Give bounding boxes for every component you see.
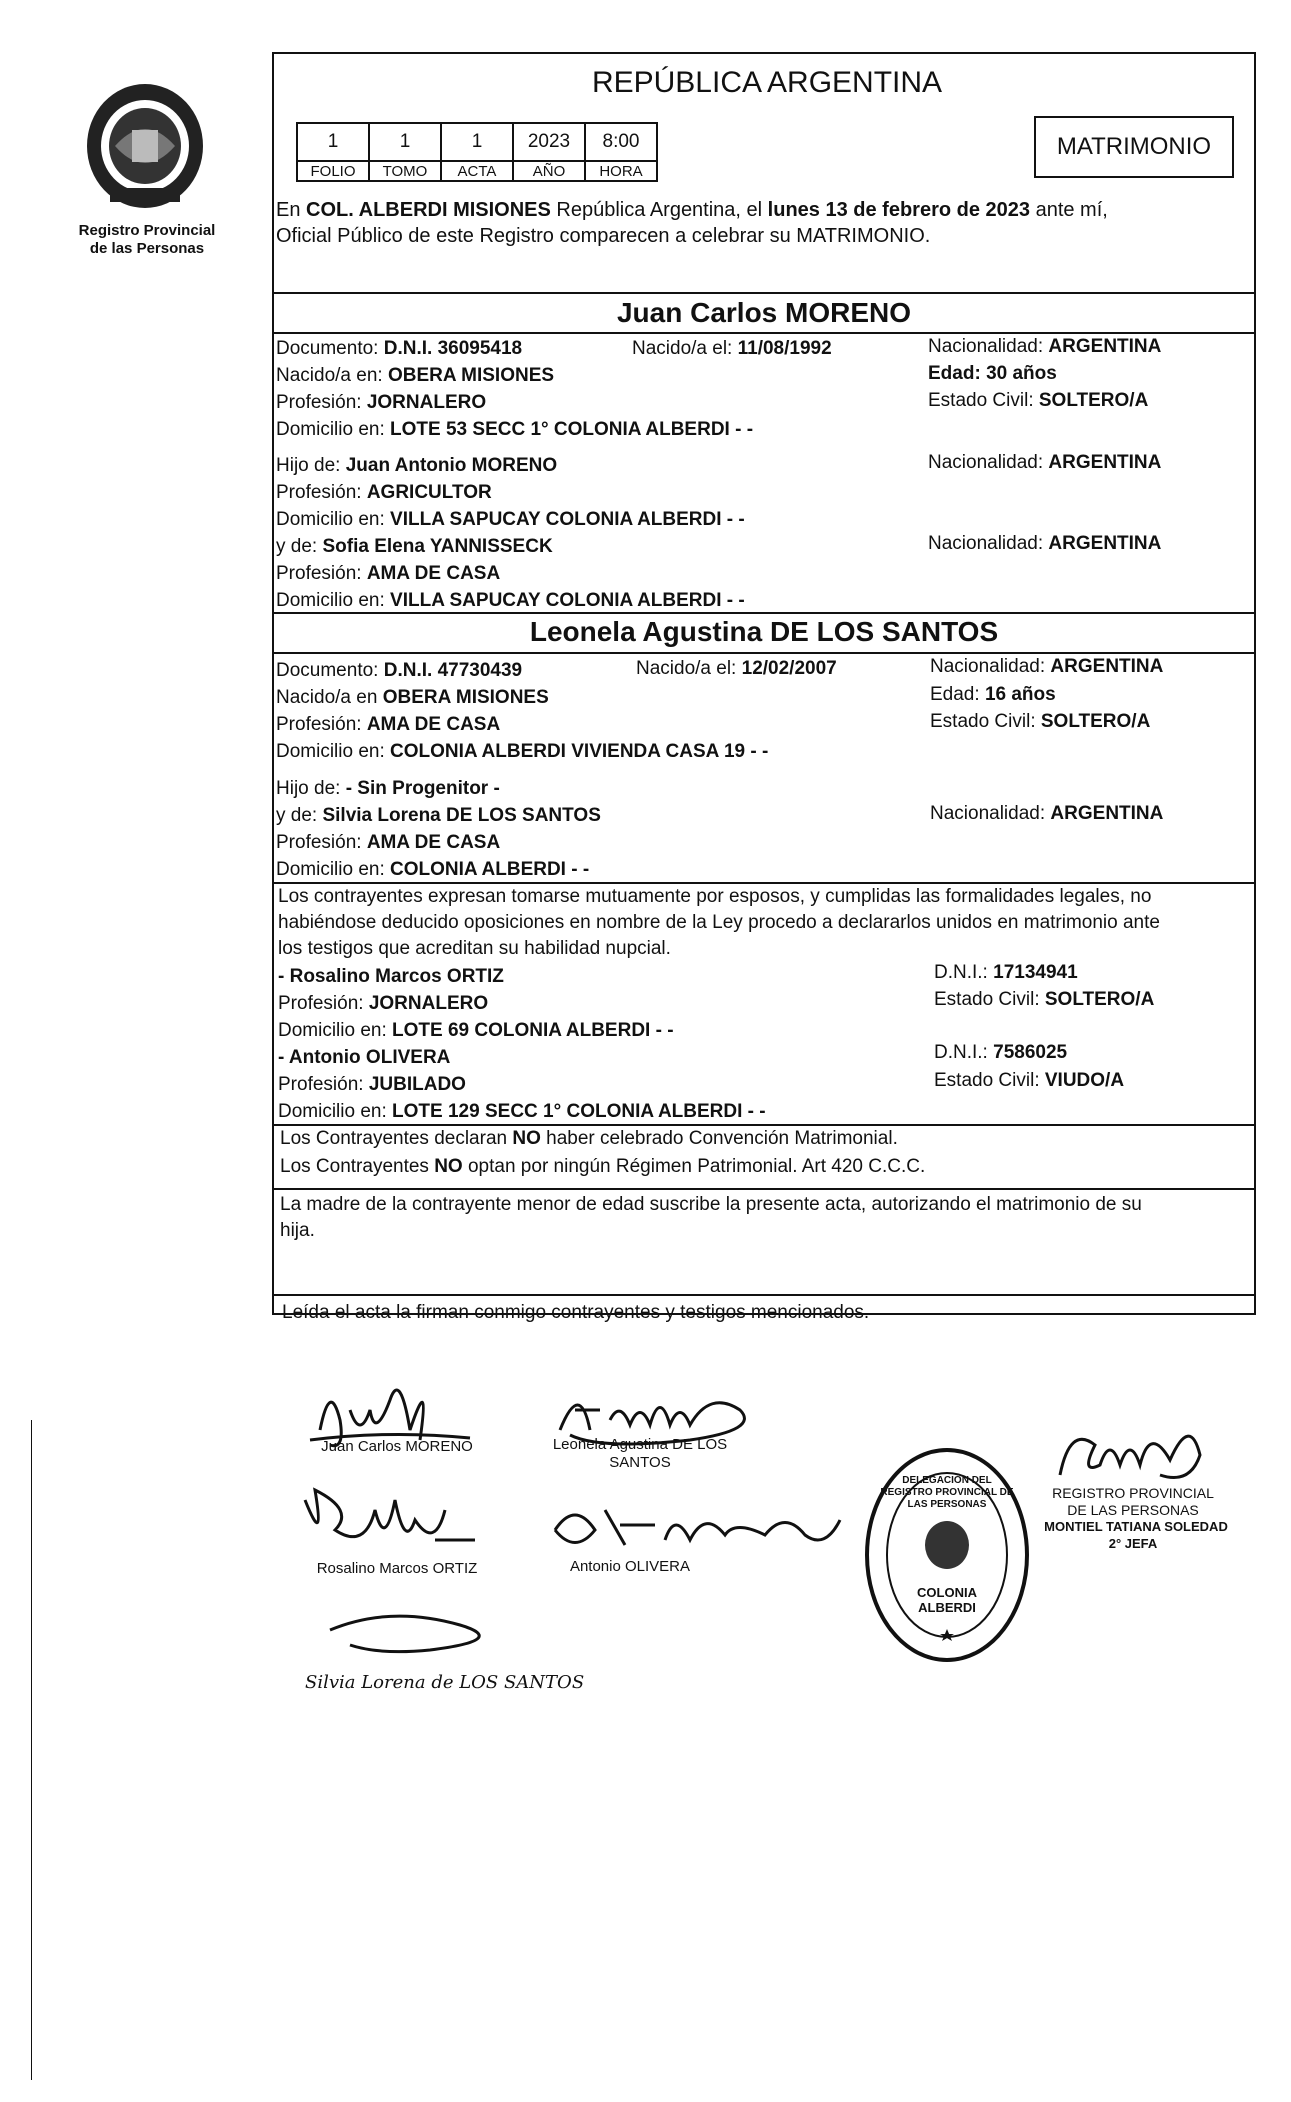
registry-stamp [862,1445,1032,1665]
groom-father-profession: Profesión: AGRICULTOR [276,482,492,503]
declaration-line-2: habiéndose deducido oposiciones en nombre de la Ley procedo a declararlos unidos en matrimonio ante [278,912,1160,933]
bride-birth-date: Nacido/a el: 12/02/2007 [636,658,837,679]
divider [274,612,1254,614]
groom-signature-label: Juan Carlos MORENO [321,1438,473,1455]
groom-mother-address: Domicilio en: VILLA SAPUCAY COLONIA ALBERDI - - [276,590,745,611]
hora-value: 8:00 [585,123,657,161]
bride-father-name: Hijo de: - Sin Progenitor - [276,778,500,799]
bride-mother-name: y de: Silvia Lorena DE LOS SANTOS [276,805,601,826]
groom-profession: Profesión: JORNALERO [276,392,487,413]
bride-mother-profession: Profesión: AMA DE CASA [276,832,501,853]
logo-caption-2: de las Personas [89,240,205,257]
groom-mother-profession: Profesión: AMA DE CASA [276,563,501,584]
convention-line-1: Los Contrayentes declaran NO haber celebrado Convención Matrimonial. [280,1128,898,1149]
mother-handwritten-name: Silvia Lorena de LOS SANTOS [305,1672,585,1693]
witness-1-signature-icon [295,1480,485,1560]
groom-address: Domicilio en: LOTE 53 SECC 1° COLONIA ALBERDI - - [276,419,754,440]
bride-civil-status: Estado Civil: SOLTERO/A [930,711,1151,732]
divider [274,292,1254,294]
groom-nationality: Nacionalidad: ARGENTINA [928,336,1162,357]
official-line-1: REGISTRO PROVINCIAL [1052,1485,1214,1501]
acta-value: 1 [441,123,513,161]
groom-document: Documento: D.N.I. 36095418 [276,338,523,359]
divider [274,332,1254,334]
witness-2-name: - Antonio OLIVERA [278,1047,451,1068]
groom-birth-place: Nacido/a en: OBERA MISIONES [276,365,555,386]
divider [274,1188,1254,1190]
bride-document: Documento: D.N.I. 47730439 [276,660,523,681]
declaration-line-3: los testigos que acreditan su habilidad nupcial. [278,938,671,959]
bride-signature-label-2: SANTOS [609,1454,671,1471]
convention-line-2: Los Contrayentes NO optan por ningún Régimen Patrimonial. Art 420 C.C.C. [280,1156,926,1177]
divider [274,1124,1254,1126]
witness-2-signature-icon [525,1490,845,1560]
groom-birth-date: Nacido/a el: 11/08/1992 [632,338,832,359]
groom-age: Edad: 30 años [928,363,1057,384]
witness-2-signature-label: Antonio OLIVERA [569,1558,691,1575]
groom-mother-nationality: Nacionalidad: ARGENTINA [928,533,1162,554]
witness-2-profession: Profesión: JUBILADO [278,1074,466,1095]
intro-line-1: En COL. ALBERDI MISIONES República Argentina, el lunes 13 de febrero de 2023 ante mí, [276,199,1108,221]
groom-father-nationality: Nacionalidad: ARGENTINA [928,452,1162,473]
bride-birth-place: Nacido/a en OBERA MISIONES [276,687,549,708]
anio-value: 2023 [513,123,585,161]
tomo-value: 1 [369,123,441,161]
witness-1-signature-label: Rosalino Marcos ORTIZ [316,1560,478,1577]
note-line-1: La madre de la contrayente menor de edad suscribe la presente acta, autorizando el matrimonio de su [280,1194,1142,1215]
divider [274,652,1254,654]
acta-label: ACTA [441,161,513,181]
stamp-outer-text: DELEGACIÓN DEL REGISTRO PROVINCIAL DE LAS PERSONAS [880,1475,1014,1510]
witness-2-dni: D.N.I.: 7586025 [934,1042,1068,1063]
bride-age: Edad: 16 años [930,684,1056,705]
closing-text: Leída el acta la firman conmigo contrayentes y testigos mencionados. [282,1302,870,1323]
bride-mother-address: Domicilio en: COLONIA ALBERDI - - [276,859,590,880]
divider [274,1294,1254,1296]
witness-2-address: Domicilio en: LOTE 129 SECC 1° COLONIA ALBERDI - - [278,1101,766,1122]
act-type-box: MATRIMONIO [1034,116,1234,178]
groom-civil-status: Estado Civil: SOLTERO/A [928,390,1149,411]
bride-address: Domicilio en: COLONIA ALBERDI VIVIENDA CASA 19 - - [276,741,769,762]
bride-signature-label-1: Leonela Agustina DE LOS [552,1436,728,1453]
bride-name: Leonela Agustina DE LOS SANTOS [529,616,999,647]
official-signature-icon [1040,1405,1220,1495]
witness-1-name: - Rosalino Marcos ORTIZ [278,966,504,987]
bride-nationality: Nacionalidad: ARGENTINA [930,656,1164,677]
tomo-label: TOMO [369,161,441,181]
province-seal-icon [70,82,220,212]
province-logo [70,82,220,212]
hora-label: HORA [585,161,657,181]
groom-name: Juan Carlos MORENO [616,297,912,328]
declaration-line-1: Los contrayentes expresan tomarse mutuamente por esposos, y cumplidas las formalidades legales, no [278,886,1152,907]
anio-label: AÑO [513,161,585,181]
groom-father-name: Hijo de: Juan Antonio MORENO [276,455,558,476]
folio-label: FOLIO [297,161,369,181]
divider [274,882,1254,884]
margin-line [31,1420,32,2080]
witness-1-dni: D.N.I.: 17134941 [934,962,1078,983]
note-line-2: hija. [280,1220,315,1241]
registry-table [296,122,658,182]
official-line-4: 2° JEFA [1108,1536,1158,1551]
witness-1-civil-status: Estado Civil: SOLTERO/A [934,989,1155,1010]
official-line-3: MONTIEL TATIANA SOLEDAD [1044,1519,1228,1534]
mother-signature-icon [310,1600,530,1660]
stamp-inner-text: COLONIA ALBERDI [917,1585,977,1615]
folio-value: 1 [297,123,369,161]
groom-father-address: Domicilio en: VILLA SAPUCAY COLONIA ALBERDI - - [276,509,745,530]
witness-1-profession: Profesión: JORNALERO [278,993,489,1014]
certificate-frame [272,52,1256,1315]
bride-profession: Profesión: AMA DE CASA [276,714,501,735]
witness-2-civil-status: Estado Civil: VIUDO/A [934,1070,1125,1091]
document-title: REPÚBLICA ARGENTINA [591,66,943,99]
witness-1-address: Domicilio en: LOTE 69 COLONIA ALBERDI - - [278,1020,674,1041]
bride-mother-nationality: Nacionalidad: ARGENTINA [930,803,1164,824]
intro-line-2: Oficial Público de este Registro comparecen a celebrar su MATRIMONIO. [276,225,931,247]
official-line-2: DE LAS PERSONAS [1067,1502,1199,1518]
groom-mother-name: y de: Sofia Elena YANNISSECK [276,536,553,557]
logo-caption-1: Registro Provincial [78,222,216,239]
